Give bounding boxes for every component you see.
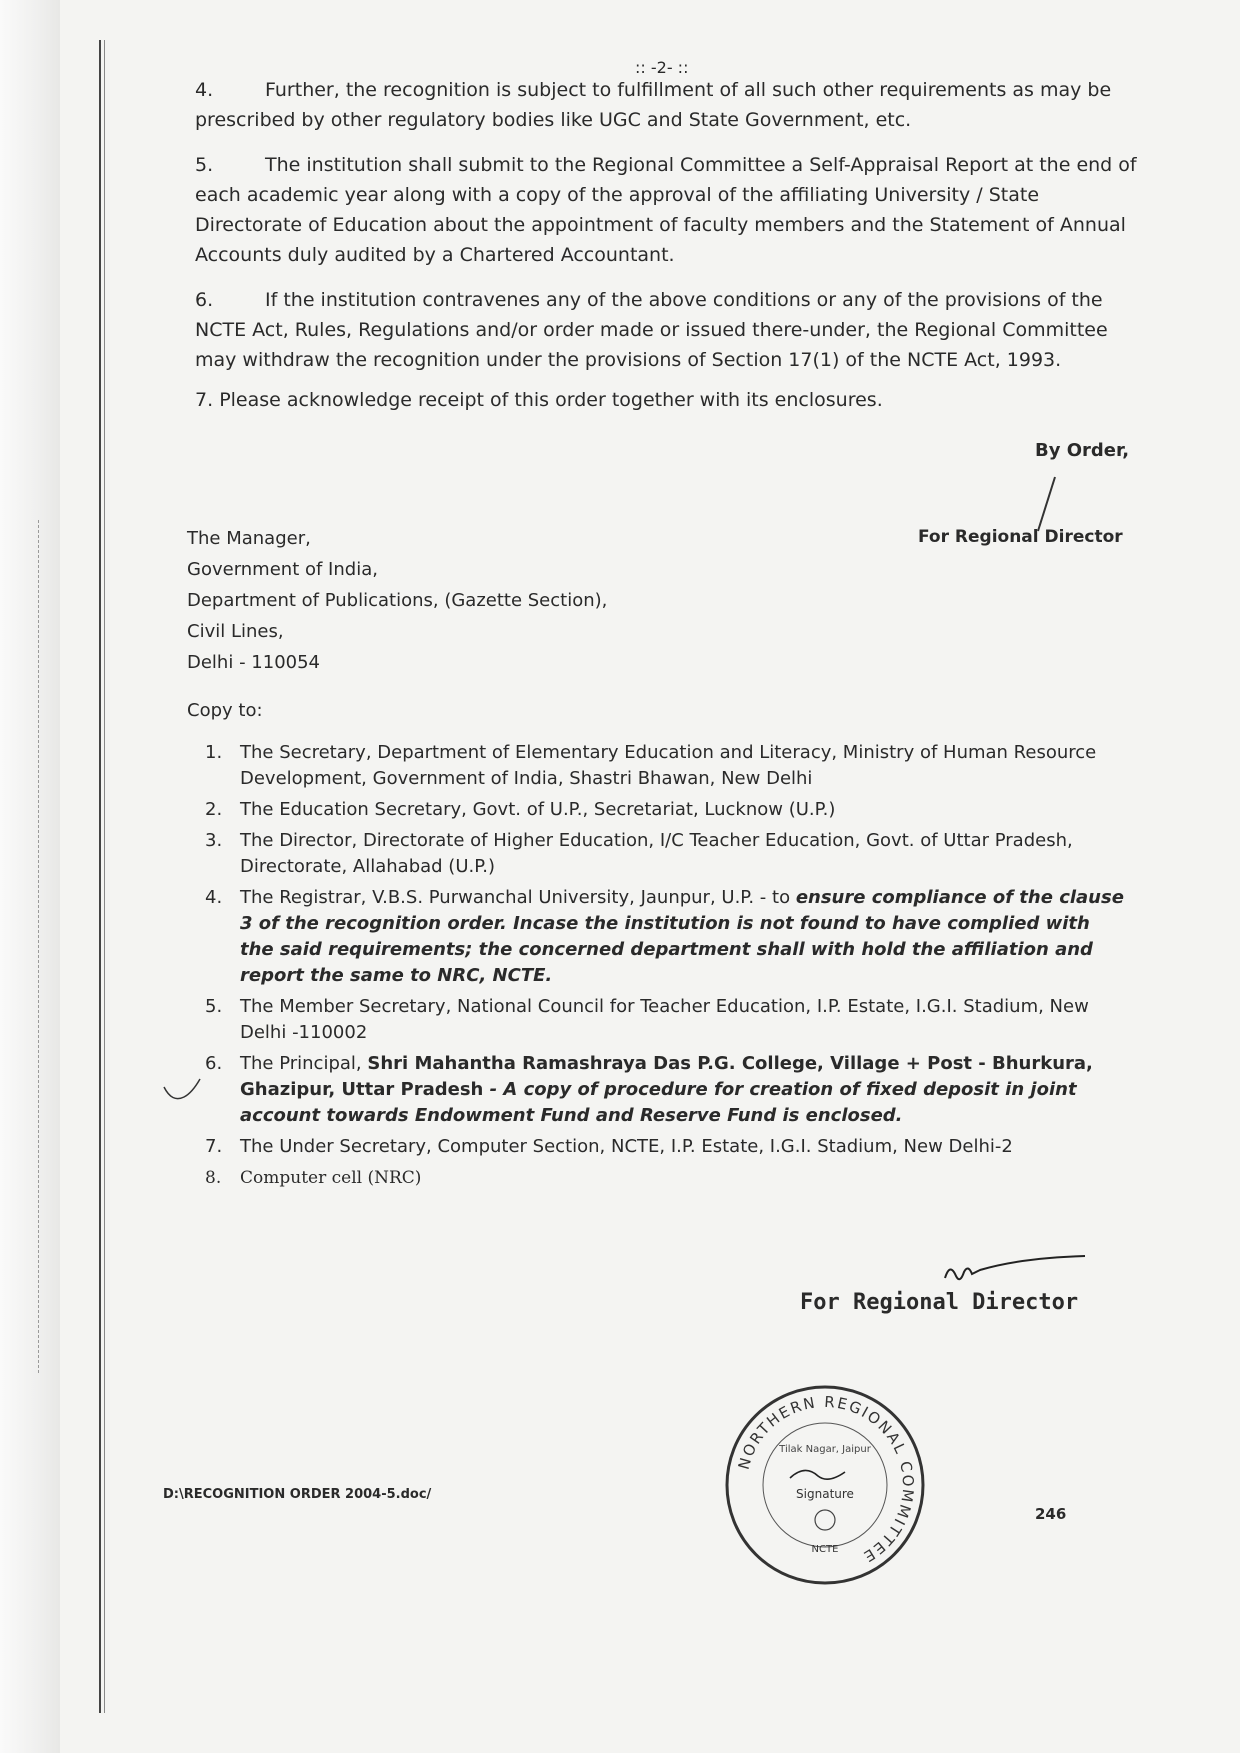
item-text: The Director, Directorate of Higher Education, I/C Teacher Education, Govt. of Uttar Pradesh, Directorate, Allahabad (U.P.) [240, 830, 1073, 877]
by-order: By Order, [1035, 440, 1130, 461]
signatory-title: For Regional Director [918, 527, 1123, 547]
list-item [205, 740, 1125, 792]
paragraph-number: 7. [195, 389, 214, 411]
paragraph-text: Please acknowledge receipt of this order together with its enclosures. [219, 389, 883, 411]
address-line: Civil Lines, [187, 621, 284, 642]
paragraph-text: The institution shall submit to the Regional Committee a Self-Appraisal Report at the end of each academic year along with a copy of the approval of the affiliating University / State Directorate of Education about the appointment of faculty members and the Statement of Annual Accounts duly audited by a Chartered Accountant. [195, 154, 1137, 266]
seal-bottom-text: NCTE [811, 1544, 839, 1555]
item-number: 8. [205, 1168, 222, 1188]
item-text [240, 885, 1125, 989]
margin-rule [104, 40, 105, 1713]
item-number: 1. [205, 742, 223, 763]
address-line: Delhi - 110054 [187, 652, 320, 673]
list-item [205, 1051, 1125, 1129]
item-text-plain: The Principal, [240, 1053, 368, 1074]
copy-list [205, 740, 1125, 1196]
seal-center-label: Signature [796, 1487, 854, 1501]
item-number: 2. [205, 799, 223, 820]
list-item [205, 885, 1125, 989]
tick-mark-icon [162, 1075, 202, 1105]
file-path: D:\RECOGNITION ORDER 2004-5.doc/ [163, 1487, 432, 1502]
list-item [205, 828, 1125, 880]
recipient-address [187, 525, 607, 680]
signature-stroke-icon [1030, 475, 1060, 535]
item-text-emphasis: - A copy of procedure for creation of fixed deposit in joint account towards Endowment Fund and Reserve Fund is enclosed. [240, 1079, 1077, 1126]
item-number: 6. [205, 1053, 223, 1074]
margin-rule [99, 40, 101, 1713]
item-text: Computer cell (NRC) [240, 1168, 422, 1188]
item-number: 7. [205, 1136, 223, 1157]
address-line: Government of India, [187, 559, 378, 580]
paragraph-text: If the institution contravenes any of the above conditions or any of the provisions of the NCTE Act, Rules, Regulations and/or order made or issued there-under, the Regional Committee may withdraw the recognition under the provisions of Section 17(1) of the NCTE Act, 1993. [195, 289, 1108, 371]
list-item [205, 1134, 1125, 1160]
seal-inner-text: Tilak Nagar, Jaipur [779, 1444, 871, 1455]
page-marker: :: -2- :: [635, 58, 689, 77]
paragraph-6 [195, 285, 1140, 375]
item-text-bold: Shri Mahantha Ramashraya Das P.G. College, Village + Post - Bhurkura, Ghazipur, Uttar Pradesh [240, 1053, 1093, 1100]
paragraph-7 [195, 385, 1140, 415]
item-text-emphasis: ensure compliance of the clause 3 of the recognition order. Incase the institution is not found to have complied with the said requirements; the concerned department shall with hold the affiliation and report the same to NRC, NCTE. [240, 887, 1124, 986]
item-text [240, 1051, 1125, 1129]
list-item [205, 1165, 1125, 1191]
item-text: The Under Secretary, Computer Section, NCTE, I.P. Estate, I.G.I. Stadium, New Delhi-2 [240, 1136, 1013, 1157]
paragraph-number: 6. [195, 289, 214, 311]
signatory-title: For Regional Director [800, 1290, 1079, 1315]
margin-rule [38, 520, 39, 1373]
item-text: The Member Secretary, National Council for Teacher Education, I.P. Estate, I.G.I. Stadium, New Delhi -110002 [240, 996, 1089, 1043]
item-number: 4. [205, 887, 223, 908]
binding-margin [0, 0, 60, 1753]
seal-ring-text: NORTHERN REGIONAL COMMITTEE [734, 1392, 918, 1567]
paragraph-number: 4. [195, 79, 214, 101]
paragraph-5 [195, 150, 1140, 270]
address-line: Department of Publications, (Gazette Section), [187, 590, 608, 611]
copy-to-label: Copy to: [187, 700, 263, 721]
item-number: 5. [205, 996, 223, 1017]
item-text: The Secretary, Department of Elementary Education and Literacy, Ministry of Human Resource Development, Government of India, Shastri Bhawan, New Delhi [240, 742, 1097, 789]
item-text-plain: The Registrar, V.B.S. Purwanchal University, Jaunpur, U.P. - to [240, 887, 796, 908]
item-text: The Education Secretary, Govt. of U.P., Secretariat, Lucknow (U.P.) [240, 799, 836, 820]
page-number: 246 [1035, 1505, 1067, 1523]
list-item [205, 797, 1125, 823]
paragraph-number: 5. [195, 154, 214, 176]
paragraph-4 [195, 75, 1140, 135]
item-number: 3. [205, 830, 223, 851]
address-line: The Manager, [187, 528, 311, 549]
list-item [205, 994, 1125, 1046]
signature-icon [940, 1250, 1090, 1290]
paragraph-text: Further, the recognition is subject to fulfillment of all such other requirements as may be prescribed by other regulatory bodies like UGC and State Government, etc. [195, 79, 1112, 131]
official-seal-icon [720, 1380, 930, 1590]
